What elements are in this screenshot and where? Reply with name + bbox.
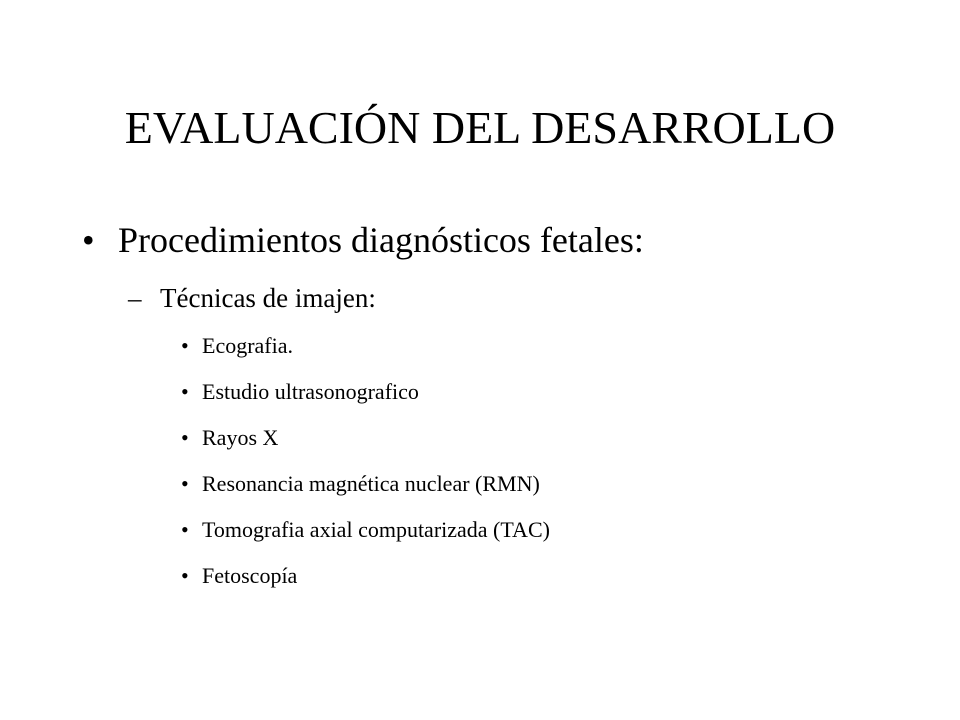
bullet-dot-icon: •	[181, 517, 189, 542]
dash-bullet-icon: –	[128, 283, 142, 313]
list-item-text: Ecografia.	[202, 333, 293, 358]
list-item-text: Rayos X	[202, 425, 279, 450]
bullet-dot-icon: •	[181, 333, 189, 358]
slide-title: EVALUACIÓN DEL DESARROLLO	[124, 102, 836, 153]
bullet-dot-icon: •	[181, 379, 189, 404]
list-item-text: Tomografia axial computarizada (TAC)	[202, 517, 550, 542]
bullet-dot-icon: •	[181, 563, 189, 588]
list-item-text: Estudio ultrasonografico	[202, 379, 419, 404]
list-item-text: Fetoscopía	[202, 563, 298, 588]
bullet-dot-icon: •	[181, 471, 189, 496]
bullet-dot-icon: •	[82, 220, 95, 260]
bullet-level3-list	[181, 330, 881, 620]
bullet-dot-icon: •	[181, 425, 189, 450]
bullet-level1-text: Procedimientos diagnósticos fetales:	[118, 220, 644, 260]
list-item-text: Resonancia magnética nuclear (RMN)	[202, 471, 540, 496]
bullet-level2-text: Técnicas de imajen:	[160, 283, 376, 313]
